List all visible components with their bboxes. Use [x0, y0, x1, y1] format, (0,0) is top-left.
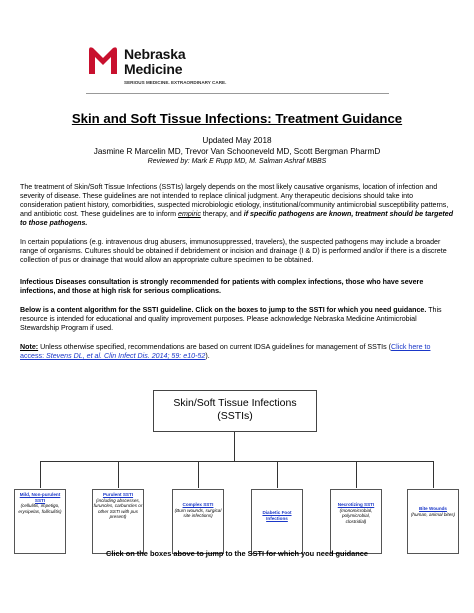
algorithm-paragraph	[20, 306, 456, 333]
node-link[interactable]: Bite Wounds	[419, 506, 447, 511]
connector-trunk	[234, 432, 235, 461]
id-consult-paragraph: Infectious Diseases consultation is strongly recommended for patients with complex infections, those who have severe infections, and those at high risk for serious complications.	[20, 278, 424, 295]
connector-node-2	[118, 461, 119, 488]
node-description: (monomicrobial, polymicrobial, clostridial)	[339, 507, 373, 524]
algorithm-acknowledgement: This resource is intended for educational and quality improvement purposes. Please acknowledge Nebraska Medicine Antimicrobial Stewardship Program if used.	[20, 306, 442, 332]
root-label-line2: (SSTIs)	[217, 410, 253, 422]
node-description: (human, animal bites)	[410, 511, 456, 517]
intro-paragraph	[20, 183, 456, 228]
flowchart-instruction: Click on the boxes above to jump to the SSTI for which you need guidance	[106, 549, 368, 558]
populations-paragraph: In certain populations (e.g. intravenous drug abusers, immunosuppressed, travelers), the suspected pathogens may include a broader range of organisms. Cultures should be obtained if debridement or incision and drainage (I & D) is performed and/or if there is a discrete collection of pus or drainage that would allow an appropriate culture specimen to be obtained.	[20, 238, 447, 264]
node-description: (including abscesses, furuncles, carbuncles or other SSTI with pus present)	[93, 497, 143, 520]
nebraska-medicine-logo	[86, 44, 396, 100]
node-description: (cellulitis, impetigo, erysipelas, folliculitis)	[18, 503, 62, 514]
node-bite-wounds[interactable]	[407, 489, 459, 554]
algorithm-instruction: Below is a content algorithm for the SSTI guideline. Click on the boxes to jump to the SSTI for which you need guidance.	[20, 306, 427, 314]
connector-node-5	[356, 461, 357, 488]
connector-node-3	[198, 461, 199, 488]
connector-node-1	[40, 461, 41, 488]
reviewers-line: Reviewed by: Mark E Rupp MD, M. Salman Ashraf MBBS	[147, 158, 327, 165]
targeted-therapy-emphasis: if specific pathogens are known, treatment should be targeted to those pathogens.	[20, 210, 454, 227]
node-purulent[interactable]	[92, 489, 144, 554]
node-mild-non-purulent[interactable]	[14, 489, 66, 554]
nebraska-medicine-n-icon	[86, 44, 120, 78]
node-link[interactable]: Necrotizing SSTI	[337, 502, 375, 507]
connector-branch	[40, 461, 433, 462]
note-label: Note:	[20, 343, 39, 351]
header-divider	[86, 93, 389, 94]
document-title: Skin and Soft Tissue Infections: Treatment Guidance	[71, 111, 403, 126]
intro-text-2: therapy, and	[200, 210, 244, 218]
connector-node-4	[277, 461, 278, 488]
node-link[interactable]: Complex SSTI	[182, 502, 214, 507]
node-complex[interactable]	[172, 489, 224, 554]
intro-text: The treatment of Skin/Soft Tissue Infections (SSTIs) largely depends on the most likely causative organisms, location of infection and severity of disease. These guidelines are not intended to replace clinical judgment. Any therapeutic decisions should take into consideration patient history, comorbidities, suspected microbiologic etiology, institutional/community antimicrobial susceptibility patterns, and antibiotic cost. These guidelines are to inform	[20, 183, 449, 218]
authors-line: Jasmine R Marcelin MD, Trevor Van Schooneveld MD, Scott Bergman PharmD	[93, 147, 381, 156]
connector-node-6	[433, 461, 434, 488]
empiric-emphasis: empiric	[178, 210, 201, 218]
note-end: ).	[205, 352, 210, 360]
ssti-root-box	[153, 390, 317, 432]
updated-date: Updated May 2018	[202, 136, 272, 145]
node-link[interactable]: Purulent SSTI	[102, 492, 134, 497]
node-link[interactable]: Mild, Non-purulent SSTI	[19, 492, 61, 503]
node-link[interactable]: Diabetic Foot Infections	[262, 510, 292, 521]
idsa-link-text: Click here to access:	[20, 343, 431, 360]
note-paragraph	[20, 343, 456, 361]
logo-org-line2: Medicine	[124, 61, 183, 77]
note-text: Unless otherwise specified, recommendations are based on current IDSA guidelines for management of SSTIs (	[38, 343, 392, 351]
node-description: (Burn wounds, surgical site infections)	[174, 507, 222, 519]
node-diabetic-foot[interactable]	[251, 489, 303, 554]
logo-org-line1: Nebraska	[124, 46, 186, 62]
root-label-line1: Skin/Soft Tissue Infections	[173, 397, 297, 409]
idsa-citation: Stevens DL, et al. Clin Infect Dis. 2014; 59: e10-52	[46, 352, 206, 360]
logo-tagline: SERIOUS MEDICINE. EXTRAORDINARY CARE.	[124, 80, 227, 85]
node-necrotizing[interactable]	[330, 489, 382, 554]
